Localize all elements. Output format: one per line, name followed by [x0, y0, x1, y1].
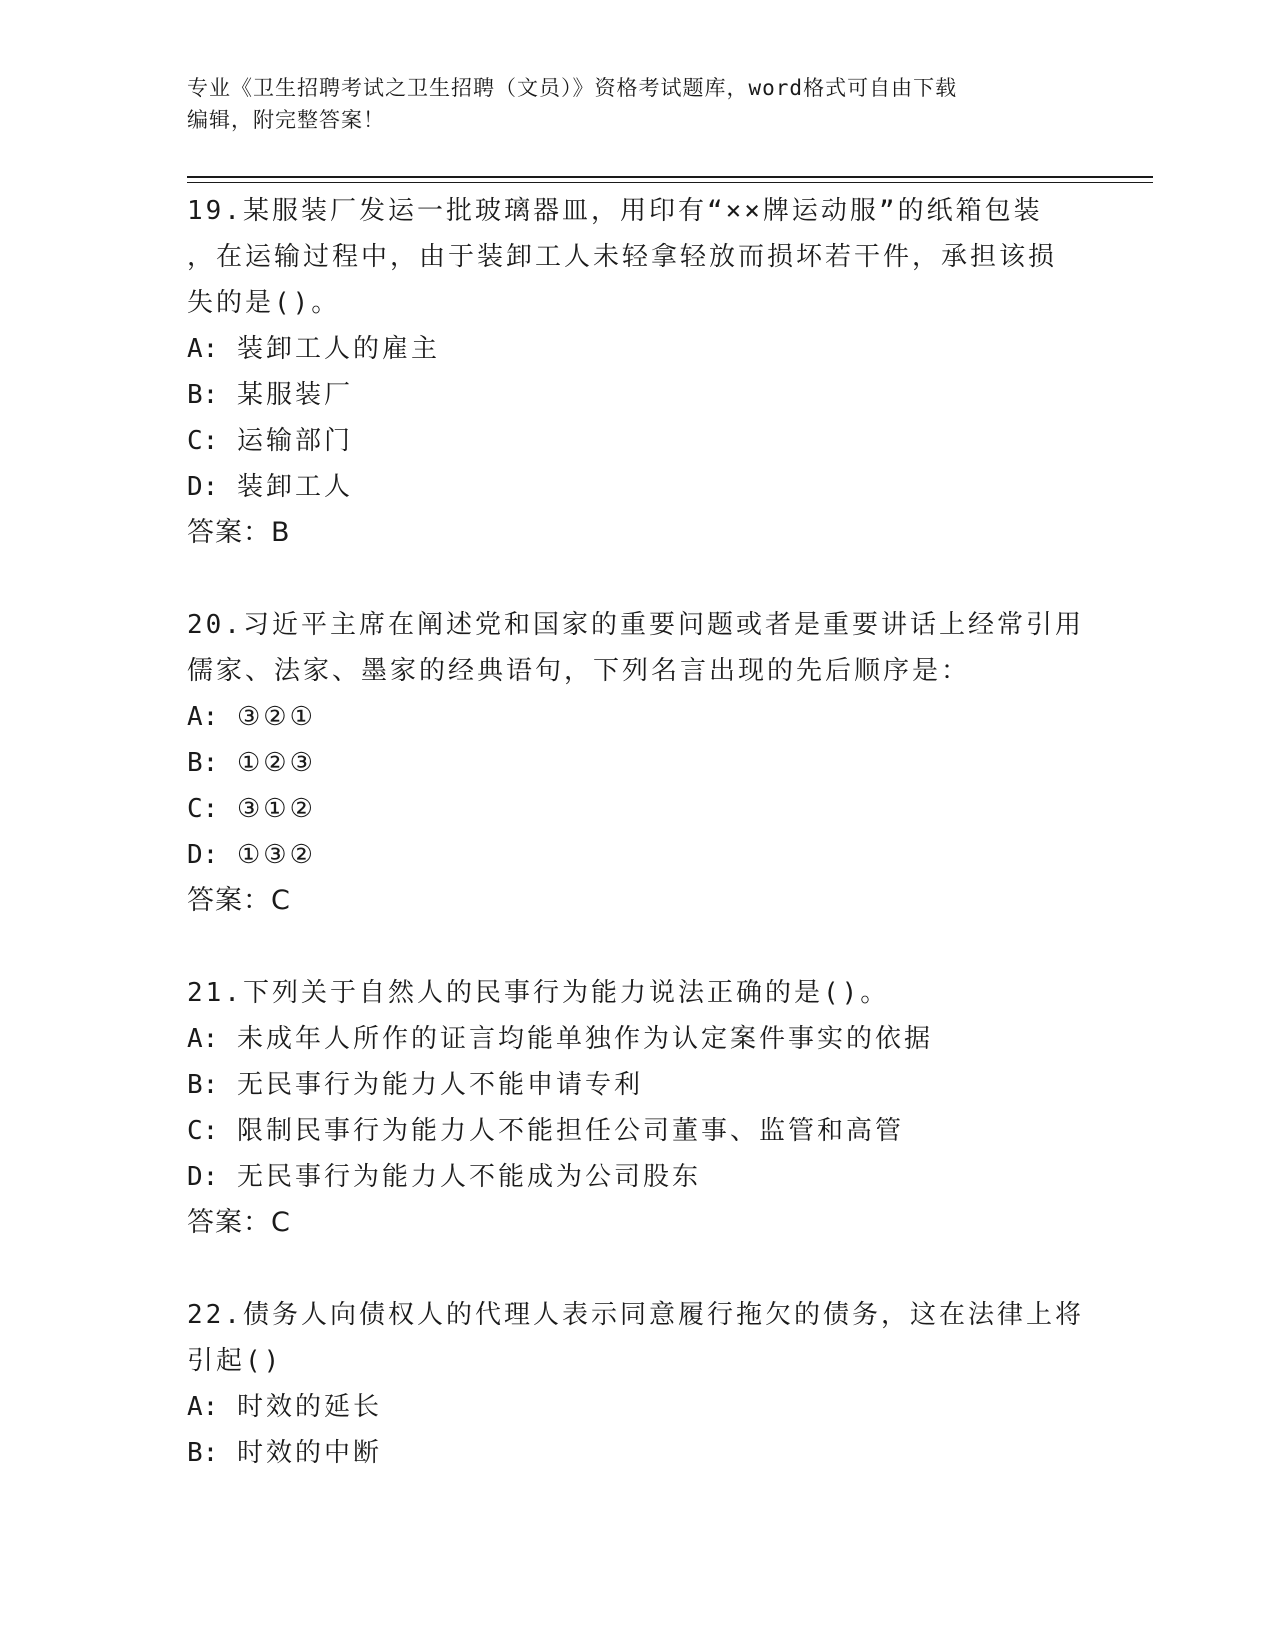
- option-letter: D:: [187, 472, 219, 502]
- option-d: [187, 464, 1087, 510]
- option-letter: A:: [187, 1392, 219, 1422]
- question-text-line: 21.下列关于自然人的民事行为能力说法正确的是()。: [187, 978, 890, 1008]
- question-text-line: ，在运输过程中，由于装卸工人未轻拿轻放而损坏若干件，承担该损: [187, 242, 1058, 272]
- option-text: 装卸工人的雇主: [218, 334, 440, 364]
- option-b: [187, 372, 1087, 418]
- question-19: [187, 188, 1087, 556]
- question-22: [187, 1292, 1087, 1476]
- option-b: [187, 1062, 1087, 1108]
- option-b: [187, 740, 1087, 786]
- option-text: 未成年人所作的证言均能单独作为认定案件事实的依据: [218, 1024, 933, 1054]
- option-text: ③②①: [218, 702, 316, 732]
- option-letter: C:: [187, 426, 219, 456]
- option-b: [187, 1430, 1087, 1476]
- option-text: 运输部门: [218, 426, 353, 456]
- option-letter: C:: [187, 794, 219, 824]
- option-text: 无民事行为能力人不能成为公司股东: [218, 1162, 701, 1192]
- option-a: [187, 1384, 1087, 1430]
- option-text: 某服装厂: [218, 380, 353, 410]
- option-d: [187, 832, 1087, 878]
- header-line-1: 专业《卫生招聘考试之卫生招聘（文员）》资格考试题库，word格式可自由下载: [187, 76, 958, 100]
- question-text-line: 儒家、法家、墨家的经典语句，下列名言出现的先后顺序是：: [187, 656, 971, 686]
- question-text-line: 20.习近平主席在阐述党和国家的重要问题或者是重要讲话上经常引用: [187, 610, 1084, 640]
- option-letter: C:: [187, 1116, 219, 1146]
- question-text-line: 引起(): [187, 1346, 283, 1376]
- answer-line: 答案：B: [187, 517, 291, 548]
- option-text: 时效的延长: [218, 1392, 382, 1422]
- option-letter: B:: [187, 1070, 219, 1100]
- question-list: [187, 188, 1087, 1522]
- option-letter: B:: [187, 1438, 219, 1468]
- option-text: 时效的中断: [218, 1438, 382, 1468]
- option-letter: B:: [187, 380, 219, 410]
- option-letter: A:: [187, 1024, 219, 1054]
- option-text: ①②③: [218, 748, 316, 778]
- option-a: [187, 1016, 1087, 1062]
- header-rule-thick: [187, 176, 1153, 178]
- question-text-line: 19.某服装厂发运一批玻璃器皿，用印有“××牌运动服”的纸箱包装: [187, 196, 1043, 226]
- option-d: [187, 1154, 1087, 1200]
- question-20: [187, 602, 1087, 924]
- answer-line: 答案：C: [187, 885, 291, 916]
- option-text: 无民事行为能力人不能申请专利: [218, 1070, 643, 1100]
- option-a: [187, 326, 1087, 372]
- option-text: ③①②: [218, 794, 316, 824]
- document-header: [187, 72, 1087, 136]
- option-c: [187, 786, 1087, 832]
- answer-line: 答案：C: [187, 1207, 291, 1238]
- option-a: [187, 694, 1087, 740]
- option-letter: A:: [187, 334, 219, 364]
- option-letter: D:: [187, 1162, 219, 1192]
- question-21: [187, 970, 1087, 1246]
- option-text: 装卸工人: [218, 472, 353, 502]
- header-line-2: 编辑，附完整答案！: [187, 108, 385, 132]
- header-rule-thin: [187, 182, 1153, 183]
- question-text-line: 22.债务人向债权人的代理人表示同意履行拖欠的债务，这在法律上将: [187, 1300, 1084, 1330]
- option-letter: B:: [187, 748, 219, 778]
- question-text-line: 失的是()。: [187, 288, 341, 318]
- option-c: [187, 418, 1087, 464]
- option-text: 限制民事行为能力人不能担任公司董事、监管和高管: [218, 1116, 904, 1146]
- option-c: [187, 1108, 1087, 1154]
- option-letter: D:: [187, 840, 219, 870]
- option-letter: A:: [187, 702, 219, 732]
- option-text: ①③②: [218, 840, 316, 870]
